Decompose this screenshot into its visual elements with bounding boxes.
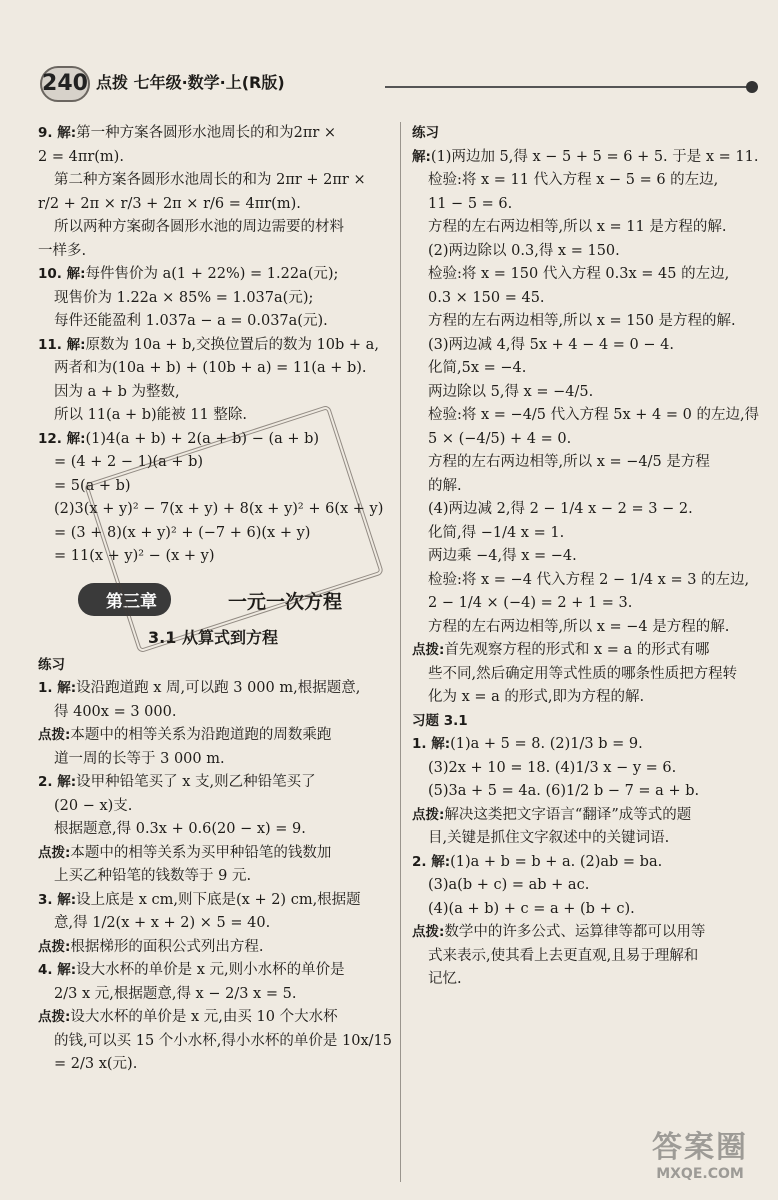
text-line [412, 663, 764, 687]
text-line [412, 827, 764, 851]
body-text: 方程的左右两边相等,所以 x = −4/5 是方程 [428, 454, 710, 470]
watermark-logo: 答案圈 [652, 1130, 748, 1165]
text-line [412, 874, 764, 898]
text-line [412, 686, 764, 710]
chapter-title: 一元一次方程 [228, 590, 343, 613]
text-line [38, 357, 388, 381]
body-text: 设甲种铅笔买了 x 支,则乙种铅笔买了 [76, 774, 316, 790]
text-line [412, 710, 764, 734]
body-text: (2)3(x + y)² − 7(x + y) + 8(x + y)² + 6(x + y) [54, 501, 384, 517]
text-line [38, 169, 388, 193]
text-line [412, 733, 764, 757]
text-line [412, 921, 764, 945]
text-line [412, 216, 764, 240]
text-line [38, 1053, 388, 1077]
body-text: 得 400x = 3 000. [54, 703, 177, 720]
text-line [38, 216, 388, 240]
text-line [38, 818, 388, 842]
body-text: 两者和为(10a + b) + (10b + a) = 11(a + b). [54, 360, 367, 376]
text-line [38, 912, 388, 936]
body-text: 两边除以 5,得 x = −4/5. [428, 383, 594, 400]
text-line [412, 592, 764, 616]
body-text: = (4 + 2 − 1)(a + b) [54, 454, 204, 470]
text-line [412, 851, 764, 875]
body-text: (1)a + 5 = 8. (2)1/3 b = 9. [450, 736, 643, 752]
text-line [412, 240, 764, 264]
body-text: 方程的左右两边相等,所以 x = 150 是方程的解. [428, 313, 736, 329]
text-line [38, 654, 388, 678]
label-text: 11. 解: [38, 336, 86, 353]
text-line [38, 310, 388, 334]
text-line [38, 677, 388, 701]
body-text: 所以两种方案砌各圆形水池的周边需要的材料 [54, 219, 344, 235]
text-line [38, 122, 388, 146]
text-line [412, 569, 764, 593]
body-text: 的钱,可以买 15 个小水杯,得小水杯的单价是 10x/15 [54, 1032, 392, 1049]
text-line [38, 193, 388, 217]
text-line [412, 804, 764, 828]
text-line [38, 865, 388, 889]
body-text: 原数为 10a + b,交换位置后的数为 10b + a, [85, 336, 379, 353]
text-line [38, 381, 388, 405]
text-line [412, 968, 764, 992]
body-text: 的解. [428, 477, 462, 494]
right-column [412, 122, 764, 992]
body-text: 因为 a + b 为整数, [54, 383, 180, 400]
text-line [412, 639, 764, 663]
header-dot [746, 81, 758, 93]
text-line [412, 263, 764, 287]
text-line [38, 146, 388, 170]
label-text: 9. 解: [38, 125, 77, 141]
body-text: 所以 11(a + b)能被 11 整除. [54, 407, 247, 423]
text-line [38, 1030, 392, 1054]
body-text: 2 = 4πr(m). [38, 148, 124, 165]
body-text: 化简,得 −1/4 x = 1. [428, 524, 565, 541]
watermark [630, 1130, 770, 1192]
body-text: 设上底是 x cm,则下底是(x + 2) cm,根据题 [76, 891, 361, 908]
text-line [412, 404, 764, 428]
body-text: 根据题意,得 0.3x + 0.6(20 − x) = 9. [54, 821, 306, 837]
text-line [38, 959, 388, 983]
text-line [412, 780, 764, 804]
label-text: 点拨: [38, 844, 71, 861]
body-text: 每件还能盈利 1.037a − a = 0.037a(元). [54, 313, 328, 329]
text-line [412, 357, 764, 381]
body-text: 方程的左右两边相等,所以 x = 11 是方程的解. [428, 219, 727, 235]
body-text: 目,关键是抓住文字叙述中的关键词语. [428, 830, 670, 846]
body-text: 设沿跑道跑 x 周,可以跑 3 000 m,根据题意, [76, 680, 361, 696]
text-line [412, 287, 764, 311]
page-header [40, 66, 760, 106]
body-text: 首先观察方程的形式和 x = a 的形式有哪 [444, 642, 710, 658]
body-text: (3)2x + 10 = 18. (4)1/3 x − y = 6. [428, 759, 677, 776]
body-text: 检验:将 x = −4 代入方程 2 − 1/4 x = 3 的左边, [428, 571, 750, 588]
text-line [412, 428, 764, 452]
body-text: 0.3 × 150 = 45. [428, 289, 545, 306]
label-text: 1. 解: [412, 736, 451, 752]
label-text: 点拨: [38, 938, 71, 955]
body-text: 意,得 1/2(x + x + 2) × 5 = 40. [54, 915, 271, 931]
right-answers [412, 122, 764, 992]
label-text: 点拨: [412, 924, 445, 940]
text-line [38, 263, 388, 287]
body-text: 式来表示,使其看上去更直观,且易于理解和 [428, 947, 699, 964]
body-text: 些不同,然后确定用等式性质的哪条性质把方程转 [428, 665, 738, 682]
label-text: 3. 解: [38, 891, 77, 908]
body-text: (2)两边除以 0.3,得 x = 150. [428, 242, 620, 259]
body-text: r/2 + 2π × r/3 + 2π × r/6 = 4πr(m). [38, 195, 301, 212]
section-title: 3.1 从算式到方程 [148, 627, 278, 647]
text-line [412, 310, 764, 334]
body-text: (4)两边减 2,得 2 − 1/4 x − 2 = 3 − 2. [428, 501, 693, 517]
text-line [412, 616, 764, 640]
page-number: 240 [40, 66, 90, 102]
label-text: 练习 [38, 656, 65, 673]
text-line [412, 475, 764, 499]
body-text: (4)(a + b) + c = a + (b + c). [428, 900, 635, 917]
text-line [38, 701, 388, 725]
text-line [38, 334, 388, 358]
text-line [38, 240, 388, 264]
body-text: = 11(x + y)² − (x + y) [54, 548, 215, 564]
text-line [412, 334, 764, 358]
body-text: 数学中的许多公式、运算律等都可以用等 [444, 924, 706, 940]
text-line [412, 451, 764, 475]
body-text: 解决这类把文字语言“翻译”成等式的题 [444, 806, 692, 823]
body-text: 11 − 5 = 6. [428, 195, 513, 212]
body-text: 检验:将 x = 11 代入方程 x − 5 = 6 的左边, [428, 172, 719, 188]
body-text: = (3 + 8)(x + y)² + (−7 + 6)(x + y) [54, 524, 311, 541]
body-text: 检验:将 x = 150 代入方程 0.3x = 45 的左边, [428, 266, 730, 282]
text-line [38, 983, 388, 1007]
body-text: 两边乘 −4,得 x = −4. [428, 548, 577, 564]
body-text: 化简,5x = −4. [428, 360, 527, 376]
body-text: 一样多. [38, 242, 87, 259]
label-text: 2. 解: [412, 853, 451, 870]
text-line [38, 748, 388, 772]
text-line [38, 889, 388, 913]
text-line [412, 122, 764, 146]
body-text: 根据梯形的面积公式列出方程. [70, 938, 264, 955]
label-text: 习题 3.1 [412, 712, 468, 729]
text-line [38, 842, 388, 866]
label-text: 2. 解: [38, 774, 77, 790]
text-line [38, 795, 388, 819]
label-text: 点拨: [412, 642, 445, 658]
text-line [38, 771, 388, 795]
body-text: 上买乙种铅笔的钱数等于 9 元. [54, 868, 252, 884]
label-text: 点拨: [38, 1009, 71, 1025]
left-answers-bottom [38, 654, 392, 1077]
body-text: 5 × (−4/5) + 4 = 0. [428, 430, 572, 447]
text-line [412, 169, 764, 193]
body-text: (1)两边加 5,得 x − 5 + 5 = 6 + 5. 于是 x = 11. [430, 148, 759, 165]
text-line [412, 498, 764, 522]
body-text: 设大水杯的单价是 x 元,则小水杯的单价是 [76, 962, 345, 978]
text-line [38, 287, 388, 311]
text-line [412, 757, 764, 781]
text-line [412, 945, 764, 969]
header-rule [385, 86, 750, 88]
body-text: 第一种方案各圆形水池周长的和为2πr × [76, 125, 337, 141]
body-text: 检验:将 x = −4/5 代入方程 5x + 4 = 0 的左边,得 [428, 407, 760, 423]
body-text: 2/3 x 元,根据题意,得 x − 2/3 x = 5. [54, 985, 297, 1002]
body-text: 化为 x = a 的形式,即为方程的解. [428, 689, 645, 705]
body-text: 道一周的长等于 3 000 m. [54, 750, 225, 767]
body-text: (1)a + b = b + a. (2)ab = ba. [450, 853, 663, 870]
text-line [38, 1006, 388, 1030]
text-line [412, 545, 764, 569]
label-text: 练习 [412, 125, 439, 141]
book-title: 点拨 七年级·数学·上(R版) [96, 73, 285, 92]
text-line [38, 936, 388, 960]
body-text: 设大水杯的单价是 x 元,由买 10 个大水杯 [70, 1009, 338, 1025]
body-text: 2 − 1/4 × (−4) = 2 + 1 = 3. [428, 595, 633, 611]
label-text: 12. 解: [38, 430, 86, 447]
text-line [412, 381, 764, 405]
label-text: 点拨: [412, 806, 445, 823]
chapter-tag: 第三章 [78, 583, 171, 616]
watermark-url: MXQE.COM [656, 1166, 744, 1182]
body-text: 记忆. [428, 971, 462, 987]
body-text: 方程的左右两边相等,所以 x = −4 是方程的解. [428, 618, 730, 635]
text-line [412, 898, 764, 922]
body-text: (1)4(a + b) + 2(a + b) − (a + b) [85, 430, 320, 447]
body-text: 本题中的相等关系为沿跑道跑的周数乘跑 [70, 727, 332, 743]
body-text: 第二种方案各圆形水池周长的和为 2πr + 2πr × [54, 172, 366, 188]
body-text: (5)3a + 5 = 4a. (6)1/2 b − 7 = a + b. [428, 783, 700, 799]
body-text: 每件售价为 a(1 + 22%) = 1.22a(元); [85, 266, 339, 282]
text-line [412, 193, 764, 217]
body-text: (3)两边减 4,得 5x + 4 − 4 = 0 − 4. [428, 336, 674, 353]
body-text: (20 − x)支. [54, 797, 133, 814]
label-text: 4. 解: [38, 962, 77, 978]
label-text: 10. 解: [38, 266, 86, 282]
body-text: = 2/3 x(元). [54, 1056, 138, 1072]
label-text: 1. 解: [38, 680, 77, 696]
body-text: 本题中的相等关系为买甲种铅笔的钱数加 [70, 844, 332, 861]
column-divider [400, 122, 401, 1182]
label-text: 解: [412, 148, 431, 165]
body-text: (3)a(b + c) = ab + ac. [428, 877, 590, 893]
body-text: = 5(a + b) [54, 477, 131, 494]
text-line [38, 724, 388, 748]
text-line [412, 522, 764, 546]
label-text: 点拨: [38, 727, 71, 743]
text-line [412, 146, 764, 170]
body-text: 现售价为 1.22a × 85% = 1.037a(元); [54, 289, 314, 306]
